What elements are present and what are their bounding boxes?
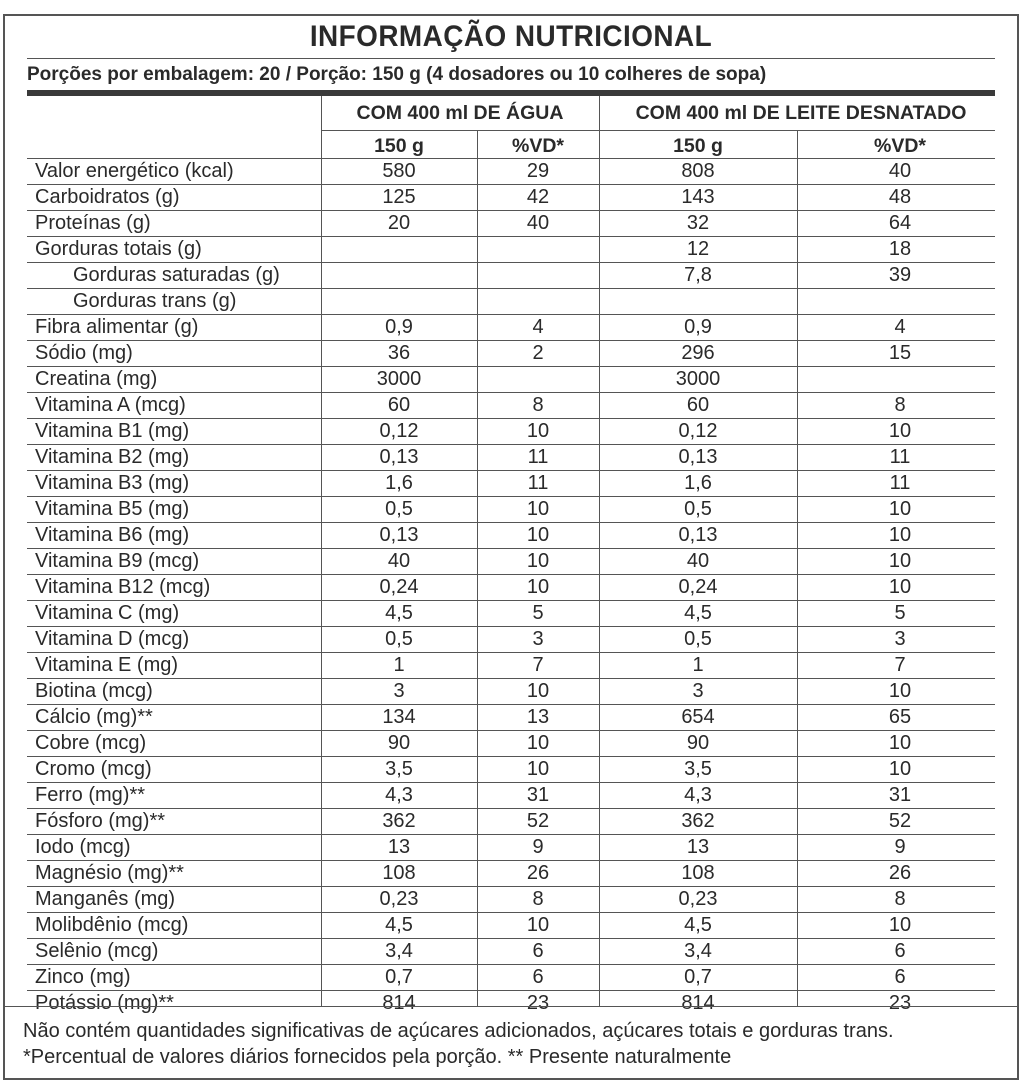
nutrient-name: Fósforo (mg)** [35, 810, 166, 832]
nutrient-name: Gorduras saturadas (g) [73, 264, 280, 286]
nutrient-name: Magnésio (mg)** [35, 862, 184, 884]
nutrient-name: Ferro (mg)** [35, 784, 146, 806]
row-divider [27, 366, 995, 367]
water-amount-cell: 0,9 [385, 316, 413, 338]
water-amount-cell: 125 [382, 186, 416, 208]
table-bottom-line [5, 1006, 1017, 1007]
milk-vd-cell: 11 [889, 472, 911, 494]
water-amount-cell: 36 [387, 342, 411, 364]
milk-amount-cell: 814 [681, 992, 715, 1014]
water-vd-cell: 4 [532, 316, 544, 338]
water-vd-cell: 23 [526, 992, 550, 1014]
nutrient-name: Potássio (mg)** [35, 992, 174, 1014]
milk-vd-cell: 64 [888, 212, 912, 234]
water-vd-cell: 13 [526, 706, 550, 728]
milk-vd-cell: 10 [888, 550, 912, 572]
water-amount-cell: 0,24 [379, 576, 419, 598]
milk-vd-cell: 6 [894, 966, 906, 988]
water-amount-cell: 134 [382, 706, 416, 728]
milk-amount-cell: 654 [681, 706, 715, 728]
milk-amount-cell: 12 [686, 238, 710, 260]
milk-amount-cell: 0,24 [678, 576, 718, 598]
label-title: INFORMAÇÃO NUTRICIONAL [309, 20, 713, 53]
col-header-water-amount: 150 g [374, 135, 424, 157]
milk-amount-cell: 0,12 [678, 420, 718, 442]
milk-amount-cell: 0,13 [678, 446, 718, 468]
nutrient-name: Carboidratos (g) [35, 186, 180, 208]
water-vd-cell: 10 [526, 576, 550, 598]
water-vd-cell: 10 [526, 420, 550, 442]
nutrient-name: Vitamina A (mcg) [35, 394, 186, 416]
water-amount-cell: 0,12 [379, 420, 419, 442]
water-vd-cell: 5 [532, 602, 544, 624]
milk-vd-cell: 26 [888, 862, 912, 884]
milk-amount-cell: 362 [681, 810, 715, 832]
milk-vd-cell: 8 [894, 394, 906, 416]
milk-vd-cell: 10 [888, 576, 912, 598]
water-amount-cell: 0,13 [379, 446, 419, 468]
milk-amount-cell: 32 [686, 212, 710, 234]
col-header-milk-amount: 150 g [673, 135, 723, 157]
milk-vd-cell: 10 [888, 680, 912, 702]
milk-amount-cell: 0,5 [684, 498, 712, 520]
milk-vd-cell: 11 [889, 446, 911, 468]
milk-amount-cell: 60 [686, 394, 710, 416]
nutrient-name: Fibra alimentar (g) [35, 316, 199, 338]
milk-amount-cell: 4,5 [684, 602, 712, 624]
portion-info: Porções por embalagem: 20 / Porção: 150 g (4 dosadores ou 10 colheres de sopa) [27, 64, 767, 85]
nutrient-name: Zinco (mg) [35, 966, 131, 988]
milk-vd-cell: 31 [888, 784, 912, 806]
water-vd-cell: 3 [532, 628, 544, 650]
milk-amount-cell: 0,5 [684, 628, 712, 650]
water-amount-cell: 1 [393, 654, 405, 676]
water-amount-cell: 60 [387, 394, 411, 416]
milk-amount-cell: 0,7 [684, 966, 712, 988]
title-divider [27, 58, 995, 59]
milk-amount-cell: 108 [681, 862, 715, 884]
milk-amount-cell: 1,6 [684, 472, 712, 494]
water-vd-cell: 31 [526, 784, 550, 806]
milk-vd-cell: 39 [888, 264, 912, 286]
milk-amount-cell: 4,3 [684, 784, 712, 806]
milk-vd-cell: 7 [894, 654, 906, 676]
water-amount-cell: 0,7 [385, 966, 413, 988]
water-vd-cell: 40 [526, 212, 550, 234]
milk-vd-cell: 10 [888, 758, 912, 780]
nutrient-name: Vitamina E (mg) [35, 654, 179, 676]
header-divider [321, 130, 995, 131]
milk-vd-cell: 10 [888, 732, 912, 754]
water-amount-cell: 13 [387, 836, 411, 858]
milk-vd-cell: 4 [894, 316, 906, 338]
milk-amount-cell: 7,8 [684, 264, 712, 286]
milk-vd-cell: 10 [888, 524, 912, 546]
water-vd-cell: 10 [526, 498, 550, 520]
water-vd-cell: 11 [527, 472, 549, 494]
water-vd-cell: 7 [532, 654, 544, 676]
nutrient-name: Sódio (mg) [35, 342, 133, 364]
nutrient-name: Cálcio (mg)** [35, 706, 153, 728]
milk-amount-cell: 40 [686, 550, 710, 572]
water-amount-cell: 4,3 [385, 784, 413, 806]
milk-amount-cell: 3,4 [684, 940, 712, 962]
nutrient-name: Selênio (mcg) [35, 940, 159, 962]
milk-vd-cell: 3 [894, 628, 906, 650]
water-amount-cell: 814 [382, 992, 416, 1014]
water-vd-cell: 10 [526, 914, 550, 936]
milk-vd-cell: 65 [888, 706, 912, 728]
water-amount-cell: 108 [382, 862, 416, 884]
water-vd-cell: 6 [532, 966, 544, 988]
milk-amount-cell: 808 [681, 160, 715, 182]
milk-vd-cell: 6 [894, 940, 906, 962]
nutrient-name: Gorduras trans (g) [73, 290, 237, 312]
milk-vd-cell: 23 [888, 992, 912, 1014]
water-vd-cell: 8 [532, 888, 544, 910]
water-amount-cell: 20 [387, 212, 411, 234]
water-amount-cell: 1,6 [385, 472, 413, 494]
nutrient-name: Cromo (mcg) [35, 758, 152, 780]
milk-amount-cell: 0,9 [684, 316, 712, 338]
water-amount-cell: 3 [393, 680, 405, 702]
nutrient-name: Biotina (mcg) [35, 680, 153, 702]
water-vd-cell: 29 [526, 160, 550, 182]
water-vd-cell: 42 [526, 186, 550, 208]
water-vd-cell: 6 [532, 940, 544, 962]
water-amount-cell: 0,5 [385, 498, 413, 520]
nutrient-name: Iodo (mcg) [35, 836, 131, 858]
nutrient-name: Molibdênio (mcg) [35, 914, 189, 936]
water-vd-cell: 9 [532, 836, 544, 858]
nutrient-name: Vitamina B5 (mg) [35, 498, 190, 520]
water-amount-cell: 40 [387, 550, 411, 572]
thick-divider [27, 90, 995, 96]
nutrient-name: Creatina (mg) [35, 368, 158, 390]
milk-vd-cell: 48 [888, 186, 912, 208]
nutrient-name: Vitamina B1 (mg) [35, 420, 190, 442]
milk-amount-cell: 90 [686, 732, 710, 754]
water-amount-cell: 3,5 [385, 758, 413, 780]
water-vd-cell: 8 [532, 394, 544, 416]
milk-vd-cell: 10 [888, 420, 912, 442]
nutrient-name: Vitamina B3 (mg) [35, 472, 190, 494]
milk-vd-cell: 18 [888, 238, 912, 260]
water-amount-cell: 3,4 [385, 940, 413, 962]
water-vd-cell: 10 [526, 732, 550, 754]
water-vd-cell: 52 [526, 810, 550, 832]
milk-vd-cell: 9 [894, 836, 906, 858]
water-amount-cell: 3000 [376, 368, 422, 390]
nutrient-name: Vitamina D (mcg) [35, 628, 190, 650]
milk-amount-cell: 3 [692, 680, 704, 702]
milk-amount-cell: 296 [681, 342, 715, 364]
nutrient-name: Proteínas (g) [35, 212, 151, 234]
milk-vd-cell: 8 [894, 888, 906, 910]
nutrient-name: Vitamina B12 (mcg) [35, 576, 211, 598]
nutrient-name: Cobre (mcg) [35, 732, 147, 754]
water-amount-cell: 90 [387, 732, 411, 754]
nutrient-name: Vitamina B9 (mcg) [35, 550, 200, 572]
milk-vd-cell: 5 [894, 602, 906, 624]
milk-amount-cell: 3,5 [684, 758, 712, 780]
milk-amount-cell: 0,13 [678, 524, 718, 546]
water-amount-cell: 0,23 [379, 888, 419, 910]
water-vd-cell: 10 [526, 758, 550, 780]
water-amount-cell: 362 [382, 810, 416, 832]
water-vd-cell: 10 [526, 680, 550, 702]
milk-amount-cell: 4,5 [684, 914, 712, 936]
milk-amount-cell: 143 [681, 186, 715, 208]
nutrition-label [3, 14, 1019, 1080]
milk-vd-cell: 10 [888, 498, 912, 520]
water-vd-cell: 10 [526, 550, 550, 572]
milk-vd-cell: 52 [888, 810, 912, 832]
nutrient-name: Valor energético (kcal) [35, 160, 234, 182]
nutrient-name: Vitamina B2 (mg) [35, 446, 190, 468]
col-header-milk-vd: %VD* [873, 135, 927, 157]
nutrient-name: Manganês (mg) [35, 888, 176, 910]
milk-vd-cell: 10 [888, 914, 912, 936]
footnote-sugars: Não contém quantidades significativas de açúcares adicionados, açúcares totais e gorduras trans. [23, 1020, 894, 1042]
milk-amount-cell: 3000 [675, 368, 721, 390]
milk-vd-cell: 15 [888, 342, 912, 364]
milk-vd-cell: 40 [888, 160, 912, 182]
milk-amount-cell: 0,23 [678, 888, 718, 910]
water-vd-cell: 10 [526, 524, 550, 546]
milk-amount-cell: 13 [686, 836, 710, 858]
nutrient-name: Gorduras totais (g) [35, 238, 202, 260]
water-amount-cell: 4,5 [385, 602, 413, 624]
nutrient-name: Vitamina C (mg) [35, 602, 180, 624]
col-header-water-vd: %VD* [511, 135, 565, 157]
water-vd-cell: 26 [526, 862, 550, 884]
nutrient-name: Vitamina B6 (mg) [35, 524, 190, 546]
group-header-water: COM 400 ml DE ÁGUA [356, 102, 564, 124]
water-amount-cell: 0,13 [379, 524, 419, 546]
footnote-vd: *Percentual de valores diários fornecidos pela porção. ** Presente naturalmente [23, 1046, 732, 1068]
water-vd-cell: 2 [532, 342, 544, 364]
water-amount-cell: 580 [382, 160, 416, 182]
water-vd-cell: 11 [527, 446, 549, 468]
water-amount-cell: 4,5 [385, 914, 413, 936]
milk-amount-cell: 1 [692, 654, 704, 676]
water-amount-cell: 0,5 [385, 628, 413, 650]
group-header-milk: COM 400 ml DE LEITE DESNATADO [635, 102, 967, 124]
